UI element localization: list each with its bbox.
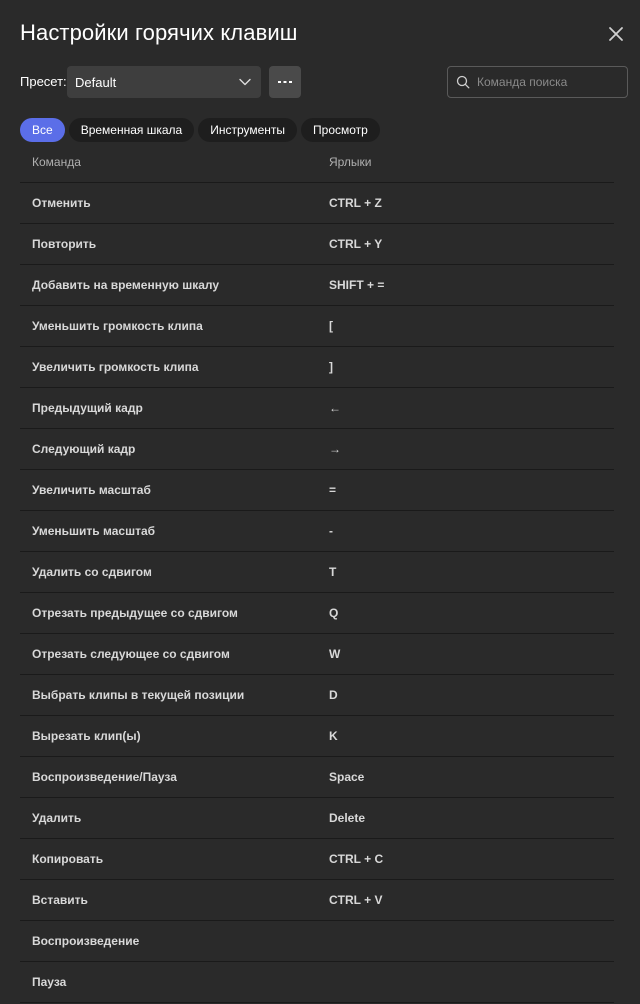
tab-preview[interactable]: Просмотр <box>301 118 380 142</box>
table-header <box>20 142 614 183</box>
table-row[interactable] <box>20 634 614 675</box>
command-cell: Увеличить масштаб <box>32 483 151 497</box>
table-row[interactable] <box>20 798 614 839</box>
command-cell: Отменить <box>32 196 91 210</box>
table-row[interactable] <box>20 306 614 347</box>
shortcut-cell[interactable]: W <box>329 647 341 661</box>
search-input[interactable] <box>477 75 617 89</box>
preset-label: Пресет: <box>20 74 67 89</box>
shortcut-cell[interactable]: - <box>329 524 333 538</box>
shortcut-cell[interactable]: CTRL + C <box>329 852 384 866</box>
shortcut-cell[interactable]: = <box>329 483 337 497</box>
command-cell: Копировать <box>32 852 104 866</box>
table-row[interactable] <box>20 839 614 880</box>
tab-timeline[interactable]: Временная шкала <box>69 118 195 142</box>
command-cell: Вставить <box>32 893 88 907</box>
shortcut-cell[interactable]: → <box>329 442 341 456</box>
table-row[interactable] <box>20 716 614 757</box>
shortcut-cell[interactable]: [ <box>329 319 333 333</box>
command-cell: Удалить <box>32 811 82 825</box>
table-row[interactable] <box>20 757 614 798</box>
shortcut-cell[interactable]: K <box>329 729 338 743</box>
search-box[interactable] <box>447 66 628 98</box>
command-cell: Удалить со сдвигом <box>32 565 152 579</box>
command-cell: Воспроизведение <box>32 934 140 948</box>
command-cell: Пауза <box>32 975 67 989</box>
command-cell: Отрезать следующее со сдвигом <box>32 647 230 661</box>
shortcuts-table <box>20 142 614 1003</box>
command-cell: Добавить на временную шкалу <box>32 278 220 292</box>
command-cell: Уменьшить громкость клипа <box>32 319 203 333</box>
shortcut-cell[interactable]: T <box>329 565 337 579</box>
table-row[interactable] <box>20 552 614 593</box>
table-row[interactable] <box>20 388 614 429</box>
table-row[interactable] <box>20 470 614 511</box>
shortcut-cell[interactable]: Space <box>329 770 365 784</box>
more-options-button[interactable] <box>269 66 301 98</box>
command-cell: Вырезать клип(ы) <box>32 729 141 743</box>
close-icon <box>604 22 628 46</box>
command-cell: Увеличить громкость клипа <box>32 360 199 374</box>
command-cell: Выбрать клипы в текущей позиции <box>32 688 245 702</box>
tab-all[interactable]: Все <box>20 118 65 142</box>
table-row[interactable] <box>20 593 614 634</box>
header-shortcut: Ярлыки <box>329 155 372 169</box>
shortcut-cell[interactable]: CTRL + Z <box>329 196 382 210</box>
more-horizontal-icon <box>277 80 293 84</box>
table-row[interactable] <box>20 183 614 224</box>
command-cell: Отрезать предыдущее со сдвигом <box>32 606 238 620</box>
table-row[interactable] <box>20 265 614 306</box>
table-row[interactable] <box>20 675 614 716</box>
shortcut-cell[interactable]: ← <box>329 401 341 415</box>
table-row[interactable] <box>20 224 614 265</box>
dialog-title: Настройки горячих клавиш <box>20 20 298 45</box>
shortcut-cell[interactable]: CTRL + Y <box>329 237 383 251</box>
preset-dropdown[interactable] <box>67 66 261 98</box>
shortcut-cell[interactable]: D <box>329 688 338 702</box>
close-button[interactable] <box>604 22 628 46</box>
shortcut-cell[interactable]: ] <box>329 360 333 374</box>
command-cell: Следующий кадр <box>32 442 136 456</box>
search-icon <box>456 75 470 89</box>
category-tabs <box>20 118 380 142</box>
table-row[interactable] <box>20 429 614 470</box>
shortcut-cell[interactable]: CTRL + V <box>329 893 383 907</box>
table-row[interactable] <box>20 347 614 388</box>
table-row[interactable] <box>20 880 614 921</box>
shortcut-cell[interactable]: Delete <box>329 811 366 825</box>
tab-tools[interactable]: Инструменты <box>198 118 297 142</box>
table-row[interactable] <box>20 962 614 1003</box>
command-cell: Уменьшить масштаб <box>32 524 156 538</box>
header-command: Команда <box>32 155 81 169</box>
table-row[interactable] <box>20 511 614 552</box>
shortcut-cell[interactable]: Q <box>329 606 339 620</box>
shortcut-cell[interactable]: SHIFT + = <box>329 278 385 292</box>
preset-value: Default <box>75 74 117 90</box>
command-cell: Воспроизведение/Пауза <box>32 770 177 784</box>
command-cell: Предыдущий кадр <box>32 401 143 415</box>
chevron-down-icon <box>239 76 251 88</box>
command-cell: Повторить <box>32 237 97 251</box>
table-row[interactable] <box>20 921 614 962</box>
